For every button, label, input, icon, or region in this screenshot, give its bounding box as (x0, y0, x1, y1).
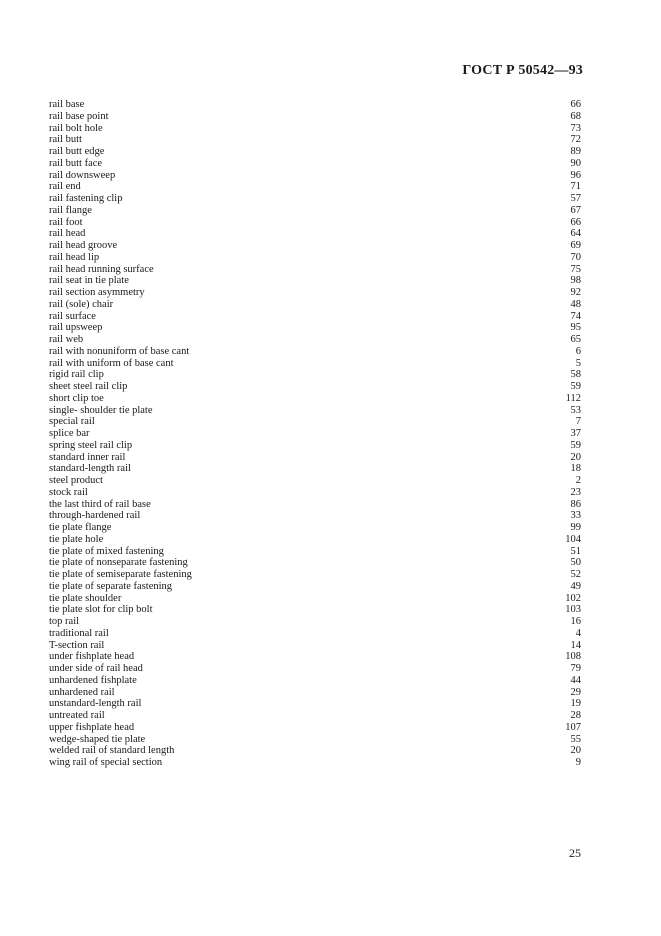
index-term: tie plate of nonseparate fastening (49, 557, 188, 569)
index-entry (49, 264, 581, 276)
index-page-ref: 33 (570, 510, 581, 522)
index-page-ref: 96 (570, 169, 581, 181)
index-term: rail web (49, 334, 84, 345)
index-term: rail butt (49, 134, 82, 146)
index-page-ref: 20 (570, 451, 581, 463)
index-term: splice bar (49, 428, 90, 439)
index-entry (49, 287, 581, 299)
index-page-ref: 89 (570, 146, 581, 157)
index-page-ref: 53 (570, 404, 581, 416)
index-term: rail foot (49, 216, 83, 228)
index-page-ref: 7 (575, 416, 581, 428)
index-term: rail bolt hole (49, 122, 103, 134)
index-term: wedge-shaped tie plate (49, 733, 146, 745)
index-term: standard-length rail (49, 463, 131, 475)
index-page-ref: 58 (570, 369, 581, 381)
index-page-ref: 6 (575, 345, 581, 357)
index-term: under side of rail head (49, 663, 143, 674)
index-term: steel product (49, 475, 103, 486)
index-entry (49, 181, 581, 193)
index-term: tie plate shoulder (49, 592, 122, 604)
index-term: tie plate hole (49, 533, 104, 545)
index-page-ref: 103 (565, 604, 581, 616)
index-term: rail section asymmetry (49, 287, 145, 298)
index-entry (49, 311, 581, 323)
index-term: the last third of rail base (49, 498, 151, 510)
index-page-ref: 5 (575, 357, 581, 369)
index-entry (49, 428, 581, 440)
index-page-ref: 79 (570, 663, 581, 674)
index-entry (49, 745, 581, 757)
index-entry (49, 170, 581, 182)
index-term: rail seat in tie plate (49, 275, 129, 287)
index-page-ref: 70 (570, 251, 581, 263)
index-page-ref: 44 (570, 674, 581, 686)
index-page-ref: 20 (570, 745, 581, 757)
index-term: rail (sole) chair (49, 298, 114, 310)
index-term: short clip toe (49, 392, 104, 404)
index-term: unstandard-length rail (49, 698, 142, 710)
index-page-ref: 73 (570, 122, 581, 134)
index-term: spring steel rail clip (49, 439, 133, 451)
index-term: wing rail of special section (49, 757, 163, 768)
index-page-ref: 37 (570, 428, 581, 439)
index-term: special rail (49, 416, 95, 428)
index-term: rail base (49, 99, 85, 110)
index-entry (49, 463, 581, 475)
index-entry (49, 663, 581, 675)
terms-index-list (49, 99, 581, 769)
index-page-ref: 65 (570, 334, 581, 345)
index-term: sheet steel rail clip (49, 381, 128, 392)
index-term: rail fastening clip (49, 193, 123, 204)
index-term: single- shoulder tie plate (49, 404, 153, 416)
index-entry (49, 205, 581, 217)
index-entry (49, 322, 581, 334)
index-term: unhardened fishplate (49, 674, 137, 686)
index-page-ref: 86 (570, 498, 581, 510)
index-term: welded rail of standard length (49, 745, 175, 757)
index-page-ref: 29 (570, 686, 581, 698)
index-page-ref: 4 (575, 627, 581, 639)
index-term: unhardened rail (49, 686, 115, 698)
index-page-ref: 95 (570, 322, 581, 334)
index-entry (49, 487, 581, 499)
index-page-ref: 59 (570, 381, 581, 392)
index-page-ref: 68 (570, 110, 581, 122)
index-entry (49, 557, 581, 569)
index-page-ref: 28 (570, 710, 581, 721)
index-entry (49, 499, 581, 511)
index-entry (49, 228, 581, 240)
index-term: rail surface (49, 310, 96, 322)
index-page-ref: 51 (570, 545, 581, 557)
index-entry (49, 369, 581, 381)
index-entry (49, 440, 581, 452)
index-term: T-section rail (49, 639, 105, 651)
index-entry (49, 275, 581, 287)
index-page-ref: 107 (565, 721, 581, 733)
index-page-ref: 72 (570, 134, 581, 146)
index-entry (49, 651, 581, 663)
index-entry (49, 581, 581, 593)
index-term: rail head (49, 228, 86, 240)
index-entry (49, 158, 581, 170)
index-term: rigid rail clip (49, 369, 104, 381)
index-entry (49, 522, 581, 534)
index-entry (49, 534, 581, 546)
index-entry (49, 698, 581, 710)
index-term: rail upsweep (49, 322, 103, 334)
index-entry (49, 134, 581, 146)
index-entry (49, 299, 581, 311)
index-entry (49, 452, 581, 464)
index-term: rail end (49, 181, 81, 193)
index-page-ref: 19 (570, 698, 581, 710)
index-entry (49, 687, 581, 699)
index-page-ref: 23 (570, 486, 581, 498)
index-page-ref: 2 (575, 475, 581, 486)
index-entry (49, 628, 581, 640)
index-term: rail butt face (49, 157, 103, 169)
index-page-ref: 16 (570, 616, 581, 627)
index-term: tie plate of semiseparate fastening (49, 569, 192, 580)
index-page-ref: 59 (570, 439, 581, 451)
index-entry (49, 722, 581, 734)
index-term: standard inner rail (49, 451, 126, 463)
index-page-ref: 75 (570, 263, 581, 275)
index-page-ref: 90 (570, 157, 581, 169)
index-entry (49, 416, 581, 428)
index-term: rail with nonuniform of base cant (49, 345, 190, 357)
index-term: through-hardened rail (49, 510, 141, 522)
index-page-ref: 69 (570, 240, 581, 251)
index-entry (49, 593, 581, 605)
index-entry (49, 111, 581, 123)
index-page-ref: 74 (570, 310, 581, 322)
index-page-ref: 55 (570, 733, 581, 745)
index-term: rail base point (49, 110, 109, 122)
index-term: upper fishplate head (49, 721, 135, 733)
index-entry (49, 393, 581, 405)
index-entry (49, 616, 581, 628)
index-page-ref: 108 (565, 651, 581, 663)
index-term: rail head groove (49, 240, 118, 251)
index-entry (49, 217, 581, 229)
index-term: rail downsweep (49, 169, 116, 181)
index-term: rail with uniform of base cant (49, 357, 174, 369)
index-entry (49, 252, 581, 264)
index-entry (49, 358, 581, 370)
index-term: untreated rail (49, 710, 105, 721)
index-term: rail butt edge (49, 146, 105, 157)
index-page-ref: 99 (570, 522, 581, 533)
index-entry (49, 334, 581, 346)
index-entry (49, 675, 581, 687)
index-term: tie plate flange (49, 522, 112, 533)
index-page-ref: 9 (575, 757, 581, 768)
index-term: rail flange (49, 204, 92, 216)
index-term: tie plate slot for clip bolt (49, 604, 153, 616)
index-term: traditional rail (49, 627, 109, 639)
index-entry (49, 604, 581, 616)
index-page-ref: 52 (570, 569, 581, 580)
index-entry (49, 405, 581, 417)
index-entry (49, 346, 581, 358)
index-entry (49, 240, 581, 252)
index-entry (49, 546, 581, 558)
index-entry (49, 510, 581, 522)
index-page-ref: 67 (570, 204, 581, 216)
index-entry (49, 99, 581, 111)
index-page-ref: 98 (570, 275, 581, 287)
index-page-ref: 104 (565, 533, 581, 545)
document-standard-header: ГОСТ Р 50542—93 (462, 63, 583, 78)
index-page-ref: 71 (570, 181, 581, 193)
index-term: under fishplate head (49, 651, 135, 663)
index-page-ref: 102 (565, 592, 581, 604)
index-entry (49, 123, 581, 135)
index-entry (49, 569, 581, 581)
index-page-ref: 48 (570, 298, 581, 310)
index-page-ref: 92 (570, 287, 581, 298)
index-page-ref: 50 (570, 557, 581, 569)
index-page-ref: 49 (570, 580, 581, 592)
index-page-ref: 112 (565, 392, 581, 404)
index-term: rail head lip (49, 251, 100, 263)
index-page-ref: 66 (570, 99, 581, 110)
index-entry (49, 475, 581, 487)
index-term: top rail (49, 616, 80, 627)
page-number: 25 (569, 846, 581, 860)
index-entry (49, 734, 581, 746)
index-entry (49, 193, 581, 205)
index-term: stock rail (49, 486, 88, 498)
index-entry (49, 710, 581, 722)
index-entry (49, 757, 581, 769)
index-page-ref: 14 (570, 639, 581, 651)
index-entry (49, 381, 581, 393)
index-term: rail head running surface (49, 263, 154, 275)
index-page-ref: 57 (570, 193, 581, 204)
index-page-ref: 18 (570, 463, 581, 475)
index-term: tie plate of separate fastening (49, 580, 173, 592)
index-term: tie plate of mixed fastening (49, 545, 164, 557)
index-entry (49, 640, 581, 652)
index-page-ref: 64 (570, 228, 581, 240)
index-page-ref: 66 (570, 216, 581, 228)
index-entry (49, 146, 581, 158)
